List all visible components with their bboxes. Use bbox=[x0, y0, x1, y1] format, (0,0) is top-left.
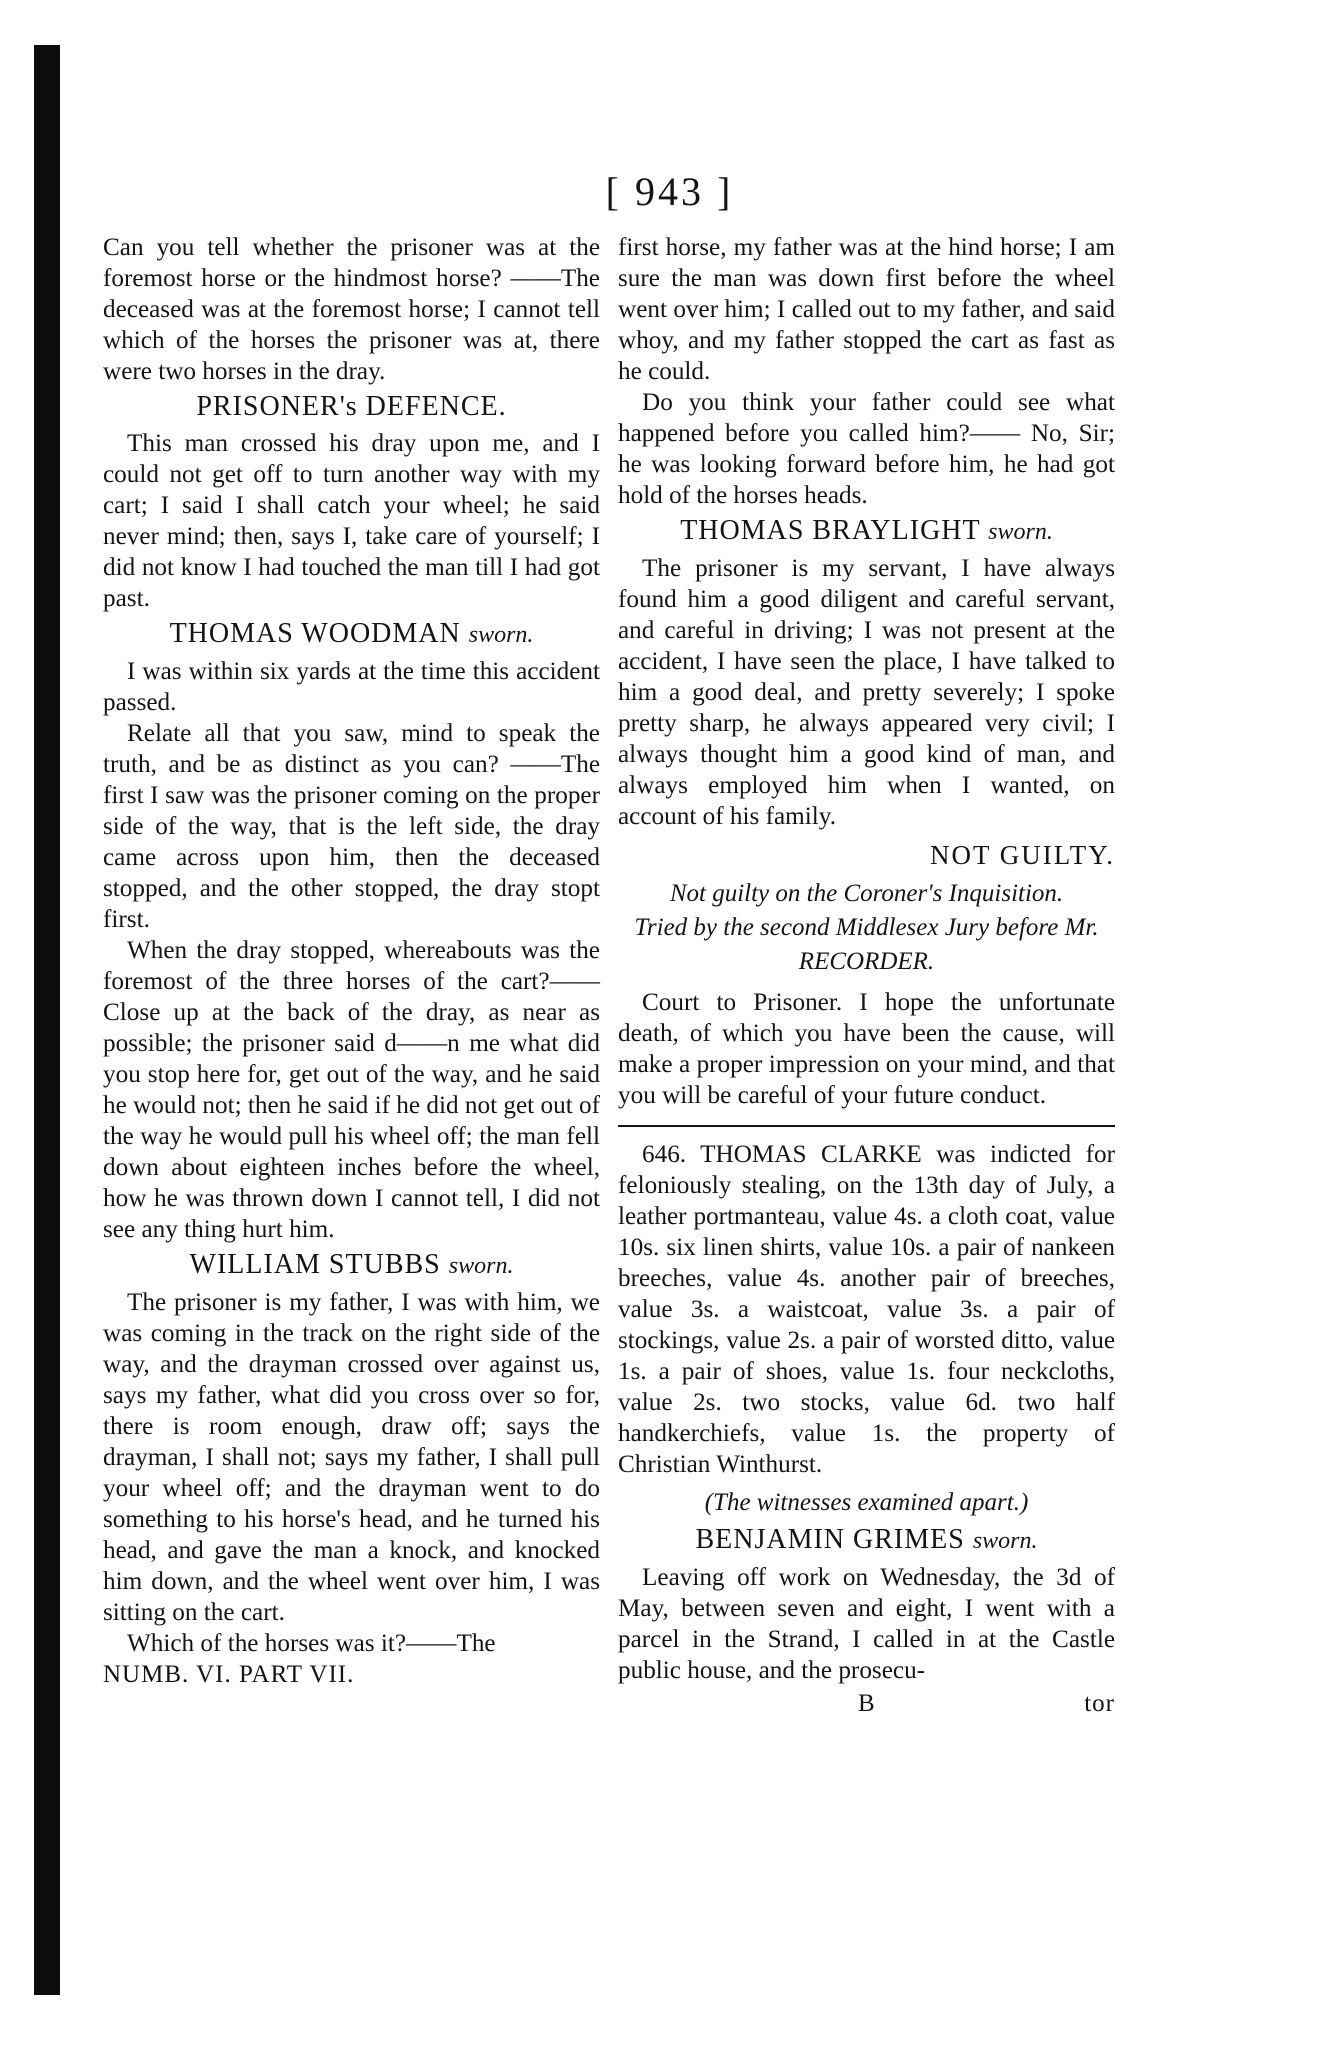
paragraph: Leaving off work on Wednesday, the 3d of May, between seven and eight, I went with a parcel in the Strand, I called in at the Castle public house, and the prosecu- bbox=[618, 1564, 1115, 1684]
sworn-label: sworn. bbox=[448, 1253, 514, 1279]
paragraph: Relate all that you saw, mind to speak the truth, and be as distinct as you can? ——The first I saw was the prisoner coming on the proper side of the way, that is the left side, the dray came across upon him, then the deceased stopped, and the other stopped, the dray stopt first. bbox=[103, 720, 600, 933]
paragraph: Can you tell whether the prisoner was at the foremost horse or the hindmost horse? ——The deceased was at the foremost horse; I cannot tell which of the horses the prisoner was at, there were two horses in the dray. bbox=[103, 234, 600, 385]
paragraph: first horse, my father was at the hind horse; I am sure the man was down first before the wheel went over him; I called out to my father, and said whoy, and my father stopped the cart as fast as he could. bbox=[618, 234, 1115, 385]
witness-name: WILLIAM STUBBS bbox=[189, 1249, 441, 1280]
paragraph: I was within six yards at the time this accident passed. bbox=[103, 658, 600, 716]
witness-name: THOMAS WOODMAN bbox=[169, 618, 461, 649]
sworn-label: sworn. bbox=[988, 519, 1053, 545]
case-paragraph: 646. THOMAS CLARKE was indicted for feloniously stealing, on the 13th day of July, a leather portmanteau, value 4s. a cloth coat, value 10s. six linen shirts, value 10s. a pair of nankeen breeches, value 4s. another pair of breeches, value 3s. a waistcoat, value 3s. a pair of stockings, value 2s. a pair of worsted ditto, value 1s. a pair of shoes, value 1s. four neckcloths, value 2s. two stocks, value 6d. two half handkerchiefs, value 1s. the property of Christian Winthurst. bbox=[618, 1141, 1115, 1478]
paragraph: Court to Prisoner. I hope the unfortunate death, of which you have been the cause, will make a proper impression on your mind, and that you will be careful of your future conduct. bbox=[618, 989, 1115, 1109]
witness-heading bbox=[103, 1247, 600, 1284]
witness-note: (The witnesses examined apart.) bbox=[704, 1489, 1029, 1516]
left-column bbox=[103, 232, 600, 1689]
paragraph: The prisoner is my father, I was with him, we was coming in the track on the right side of the way, and the drayman crossed over against us, says my father, what did you cross over so for, there is room enough, draw off; says the drayman, I shall not; says my father, I shall pull your wheel off; and the drayman went to do something to his horse's head, and he turned his head, and gave the man a knock, and knocked him down, and the wheel went over him, I was sitting on the cart. bbox=[103, 1289, 600, 1626]
page-number: [ 943 ] bbox=[605, 169, 734, 214]
paragraph: Which of the horses was it?——The bbox=[127, 1630, 496, 1657]
witness-heading bbox=[103, 616, 600, 653]
paragraph: Do you think your father could see what happened before you called him?—— No, Sir; he was looking forward before him, he had got hold of the horses heads. bbox=[618, 389, 1115, 509]
paragraph: The prisoner is my servant, I have always found him a good diligent and careful servant, and careful in driving; I was not present at the accident, I have seen the place, I have talked to him a good deal, and pretty severely; I spoke pretty sharp, he always appeared very civil; I always thought him a good kind of man, and always employed him when I wanted, on account of his family. bbox=[618, 555, 1115, 830]
verdict-note: Not guilty on the Coroner's Inquisition. bbox=[669, 880, 1064, 907]
catchword: tor bbox=[1084, 1690, 1115, 1717]
section-divider bbox=[618, 1125, 1115, 1127]
paragraph: This man crossed his dray upon me, and I could not get off to turn another way with my cart; I said I shall catch your wheel; he said never mind; then, says I, take care of yourself; I did not know I had touched the man till I had got past. bbox=[103, 430, 600, 612]
witness-name: BENJAMIN GRIMES bbox=[695, 1524, 965, 1555]
sworn-label: sworn. bbox=[468, 622, 534, 648]
section-heading: PRISONER's DEFENCE. bbox=[196, 391, 507, 422]
verdict: NOT GUILTY. bbox=[929, 840, 1115, 870]
footer-row bbox=[618, 1690, 1115, 1718]
signature-mark: B bbox=[858, 1690, 876, 1717]
signature-line: NUMB. VI. PART VII. bbox=[103, 1661, 355, 1688]
right-column bbox=[618, 232, 1115, 1718]
paragraph: When the dray stopped, whereabouts was the foremost of the three horses of the cart?——Close up at the back of the dray, as near as possible; the prisoner said d——n me what did you stop here for, get out of the way, and he said he would not; then he said if he did not get out of the way he would pull his wheel off; the man fell down about eighteen inches before the wheel, how he was thrown down I cannot tell, I did not see any thing hurt him. bbox=[103, 937, 600, 1243]
sworn-label: sworn. bbox=[972, 1528, 1038, 1554]
witness-heading bbox=[618, 513, 1115, 550]
book-spine-shadow bbox=[34, 45, 60, 1995]
witness-name: THOMAS BRAYLIGHT bbox=[680, 515, 981, 546]
witness-heading bbox=[618, 1522, 1115, 1559]
jury-note: Tried by the second Middlesex Jury before Mr. RECORDER. bbox=[634, 914, 1099, 975]
